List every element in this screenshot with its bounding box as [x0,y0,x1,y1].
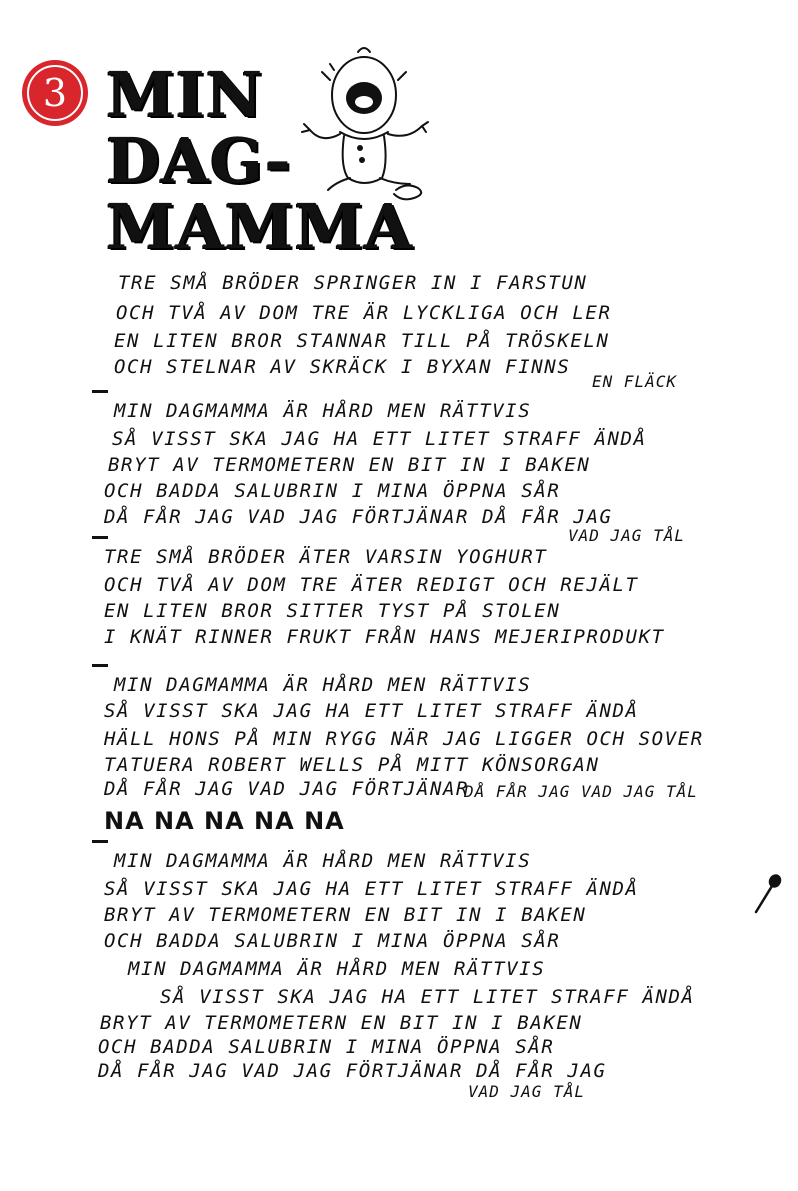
lyric-line: OCH TVÅ AV DOM TRE ÄTER REDIGT OCH REJÄLT [104,574,639,596]
lyric-line: TRE SMÅ BRÖDER SPRINGER IN I FARSTUN [118,272,588,294]
lyric-line: SÅ VISST SKA JAG HA ETT LITET STRAFF ÄNDÅ [104,700,639,722]
lyric-line: HÄLL HONS PÅ MIN RYGG NÄR JAG LIGGER OCH SOVER [104,728,704,750]
lyric-line: EN LITEN BROR STANNAR TILL PÅ TRÖSKELN [114,330,610,352]
lyric-line: SÅ VISST SKA JAG HA ETT LITET STRAFF ÄNDÅ [160,986,695,1008]
title-line-1: MIN [106,58,264,131]
lyric-line: TRE SMÅ BRÖDER ÄTER VARSIN YOGHURT [104,546,548,568]
section-number: 3 [27,65,83,121]
lyric-line: DÅ FÅR JAG VAD JAG FÖRTJÄNAR DÅ FÅR JAG [98,1060,607,1082]
lyric-line: TATUERA ROBERT WELLS PÅ MITT KÖNSORGAN [104,754,600,776]
crying-baby-illustration [300,40,440,210]
section-dash [92,664,108,667]
lyric-line: MIN DAGMAMMA ÄR HÅRD MEN RÄTTVIS [114,850,532,872]
lyric-line: OCH BADDA SALUBRIN I MINA ÖPPNA SÅR [98,1036,555,1058]
lyric-line: EN LITEN BROR SITTER TYST PÅ STOLEN [104,600,561,622]
section-number-badge [22,60,88,126]
lyric-line: OCH BADDA SALUBRIN I MINA ÖPPNA SÅR [104,480,561,502]
lyric-line-continuation: EN FLÄCK [592,372,678,391]
lyric-line: BRYT AV TERMOMETERN EN BIT IN I BAKEN [100,1012,583,1034]
section-dash [92,536,108,539]
section-dash [92,390,108,393]
lyric-line: SÅ VISST SKA JAG HA ETT LITET STRAFF ÄNDÅ [112,428,647,450]
section-dash [92,840,108,843]
lyric-line-continuation: VAD JAG TÅL [468,1082,585,1101]
lyric-line-continuation: DÅ FÅR JAG VAD JAG TÅL [464,782,698,801]
na-na-refrain: NA NA NA NA NA [104,807,345,835]
title-line-3: MAMMA [106,190,414,263]
lyric-line: MIN DAGMAMMA ÄR HÅRD MEN RÄTTVIS [128,958,546,980]
lyric-line: OCH STELNAR AV SKRÄCK I BYXAN FINNS [114,356,571,378]
lyric-line: MIN DAGMAMMA ÄR HÅRD MEN RÄTTVIS [114,400,532,422]
lyric-line: BRYT AV TERMOMETERN EN BIT IN I BAKEN [104,904,587,926]
title-line-2: DAG- [106,124,292,197]
lyric-line: I KNÄT RINNER FRUKT FRÅN HANS MEJERIPRODUKT [104,626,665,648]
microphone-icon [748,872,784,918]
lyric-line: OCH TVÅ AV DOM TRE ÄR LYCKLIGA OCH LER [116,302,612,324]
lyric-line: SÅ VISST SKA JAG HA ETT LITET STRAFF ÄNDÅ [104,878,639,900]
lyric-line: MIN DAGMAMMA ÄR HÅRD MEN RÄTTVIS [114,674,532,696]
lyric-line: DÅ FÅR JAG VAD JAG FÖRTJÄNAR DÅ FÅR JAG [104,506,613,528]
lyric-line: DÅ FÅR JAG VAD JAG FÖRTJÄNAR [104,778,470,800]
lyric-line-continuation: VAD JAG TÅL [568,526,685,545]
lyric-line: BRYT AV TERMOMETERN EN BIT IN I BAKEN [108,454,591,476]
lyric-line: OCH BADDA SALUBRIN I MINA ÖPPNA SÅR [104,930,561,952]
